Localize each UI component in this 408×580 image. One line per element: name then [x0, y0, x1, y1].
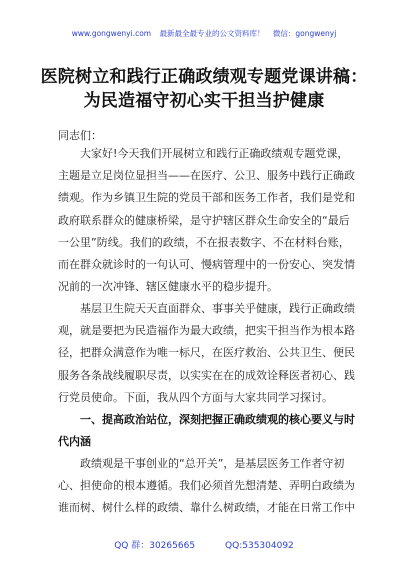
qq-contact: QQ:535304092: [225, 541, 294, 551]
paragraph-line: 绩观。作为乡镇卫生院的党员干部和医务工作者，我们是党和: [58, 191, 355, 205]
section-heading: [58, 409, 368, 453]
paragraph-line: 而在群众就诊时的一句认可、慢病管理中的一份安心、突发情: [58, 257, 355, 271]
qq-group: QQ 群：30265665: [114, 541, 196, 551]
paragraph-line: 政府联系群众的健康桥梁，是守护辖区群众生命安全的“最后: [58, 213, 350, 227]
paragraph-line: 行党员使命。下面，我从四个方面与大家共同学习探讨。: [58, 390, 333, 404]
wechat-id: 微信：gongwenyj: [272, 29, 337, 38]
paragraph-line: 谁而树、树什么样的政绩、靠什么树政绩，才能在日常工作中: [58, 501, 355, 515]
paragraph-line: 一公里”防线。我们的政绩，不在报表数字、不在材料台账，: [58, 235, 350, 249]
paragraph-line: 观，就是要把为民造福作为最大政绩，把实干担当作为根本路: [58, 324, 355, 338]
paragraph-line: 服务各条战线履职尽责，以实实在在的成效诠释医者初心、践: [58, 368, 355, 382]
site-header: [0, 28, 408, 39]
section-paragraph: [58, 453, 358, 520]
document-title-line-1: 医院树立和践行正确政绩观专题党课讲稿：: [40, 67, 368, 87]
document-title-line-2: 为民造福守初心实干担当护健康: [83, 91, 325, 111]
paragraph-line: 况前的一次冲锋、辖区健康水平的稳步提升。: [58, 280, 278, 294]
paragraph-line: 政绩观是干事创业的“总开关”，是基层医务工作者守初: [80, 457, 345, 470]
paragraph-line: 大家好!今天我们开展树立和践行正确政绩观专题党课，: [80, 147, 349, 160]
paragraph-line: 主题是立足岗位显担当——在医疗、公卫、服务中践行正确政: [58, 169, 355, 183]
paragraph-line: 心、担使命的根本遵循。我们必须首先想清楚、弄明白政绩为: [58, 479, 355, 493]
site-slogan: 最新最全最专业的公文资料库！: [159, 29, 265, 38]
paragraph-1: [58, 143, 358, 298]
paragraph-line: 基层卫生院天天直面群众、事事关乎健康，践行正确政绩: [80, 302, 355, 315]
paragraph-2: [58, 298, 358, 409]
paragraph-line: 径，把群众满意作为唯一标尺，在医疗救治、公共卫生、便民: [58, 346, 355, 360]
section-heading-line-2: 代内涵: [58, 435, 91, 449]
section-heading-line-1: 一、提高政治站位，深刻把握正确政绩观的核心要义与时: [80, 413, 355, 426]
site-url[interactable]: www.gongwenyi.com: [71, 29, 152, 38]
page-footer: [0, 538, 408, 551]
greeting: 同志们：: [58, 129, 102, 142]
